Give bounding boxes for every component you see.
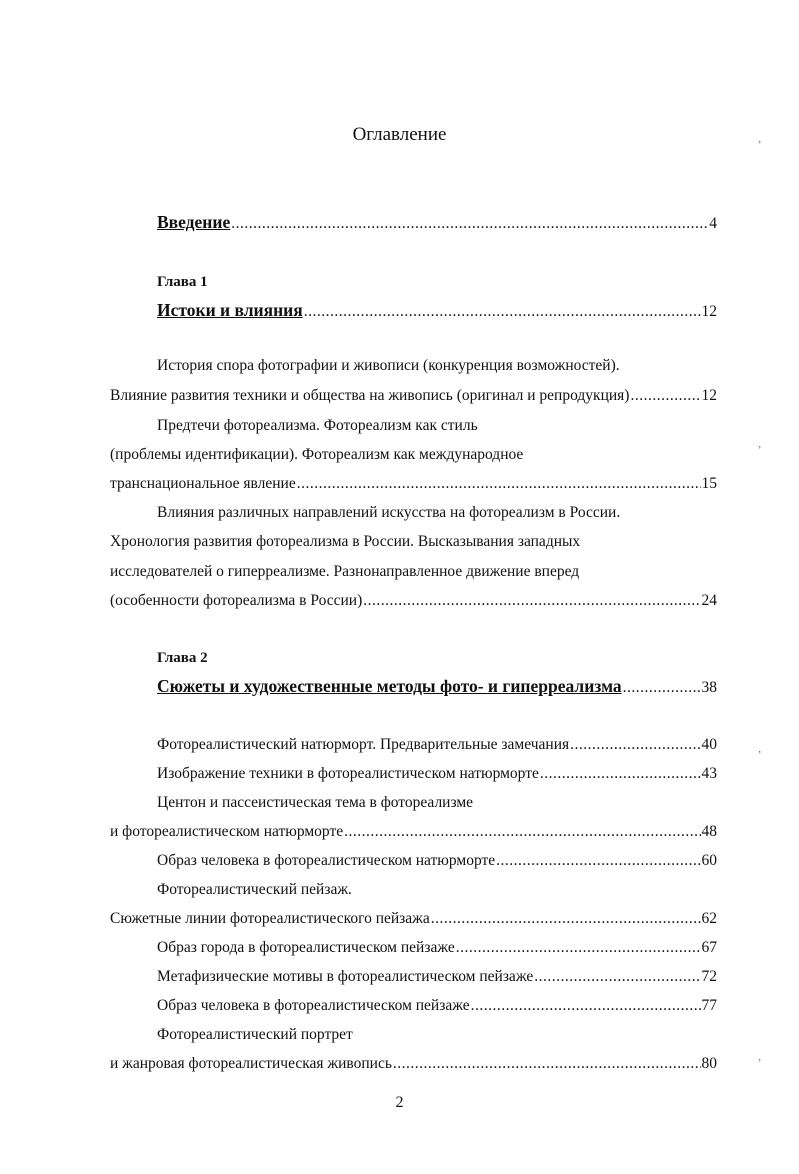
toc-entry-label: Образ человека в фотореалистическом пейзаже: [157, 997, 470, 1014]
toc-title: Оглавление: [352, 124, 447, 145]
chapter-2-heading: Глава 2: [157, 650, 208, 666]
toc-entry: [110, 591, 717, 611]
scan-speck: ’: [758, 1058, 762, 1069]
toc-entry: [157, 735, 717, 755]
toc-entry: [110, 822, 717, 842]
leader-dots: [570, 735, 700, 755]
leader-dots: [297, 474, 701, 494]
leader-dots: [471, 996, 701, 1016]
toc-entry-label: и фотореалистическом натюрморте: [110, 823, 344, 840]
toc-entry: [110, 1054, 717, 1074]
toc-entry-label: и жанровая фотореалистическая живопись: [110, 1055, 392, 1072]
toc-page-number: 48: [701, 823, 717, 840]
toc-page-number: 12: [701, 303, 717, 320]
chapter-title: Сюжеты и художественные методы фото- и гиперреализма: [157, 676, 622, 696]
toc-line: Влияния различных направлений искусства на фотореализм в России.: [157, 504, 621, 521]
toc-page-number: 72: [701, 968, 717, 985]
toc-line: исследователей о гиперреализме. Разнонаправленное движение вперед: [110, 563, 580, 580]
toc-entry-label: (особенности фотореализма в России): [110, 592, 363, 609]
chapter-1-title-entry: [157, 300, 717, 322]
toc-page-number: 15: [701, 475, 717, 492]
chapter-1-heading: Глава 1: [157, 274, 208, 290]
toc-entry-label: Сюжетные линии фотореалистического пейзажа: [110, 910, 430, 927]
toc-entry-label: Образ города в фотореалистическом пейзаже: [157, 939, 455, 956]
leader-dots: [431, 909, 701, 929]
toc-line: (проблемы идентификации). Фотореализм как международное: [110, 446, 524, 463]
toc-page-number: 38: [701, 679, 717, 696]
chapter-2-title-entry: [157, 676, 717, 698]
leader-dots: [363, 591, 700, 611]
toc-entry-label: Влияние развития техники и общества на живопись (оригинал и репродукция): [110, 387, 630, 404]
toc-entry: [157, 764, 717, 784]
chapter-title: Истоки и влияния: [157, 300, 303, 320]
toc-page-number: 80: [701, 1055, 717, 1072]
scan-speck: ’: [758, 140, 762, 151]
toc-entry-label: Образ человека в фотореалистическом натюрморте: [157, 852, 496, 869]
toc-page-number: 60: [701, 852, 717, 869]
toc-line: История спора фотографии и живописи (конкуренция возможностей).: [157, 357, 620, 374]
toc-page-number: 24: [701, 592, 717, 609]
scan-speck: ’: [758, 445, 762, 456]
toc-page-number: 43: [701, 765, 717, 782]
page-number: 2: [395, 1094, 404, 1111]
toc-entry-label: Метафизические мотивы в фотореалистическом пейзаже: [157, 968, 534, 985]
toc-entry-label: Введение: [157, 212, 231, 232]
toc-page-number: 12: [701, 387, 717, 404]
toc-entry: [157, 996, 717, 1016]
scan-speck: ’: [758, 750, 762, 761]
toc-entry: [157, 938, 717, 958]
toc-entry-label: Изображение техники в фотореалистическом натюрморте: [157, 765, 539, 782]
toc-page-number: 77: [701, 997, 717, 1014]
leader-dots: [456, 938, 701, 958]
leader-dots: [623, 678, 701, 698]
toc-entry: [110, 386, 717, 406]
toc-page-number: 67: [701, 939, 717, 956]
leader-dots: [304, 302, 701, 322]
toc-page-number: 40: [701, 736, 717, 753]
leader-dots: [630, 386, 700, 406]
toc-line: Хронология развития фотореализма в России. Высказывания западных: [110, 533, 581, 550]
leader-dots: [344, 822, 700, 842]
toc-entry: [110, 909, 717, 929]
toc-line: Центон и пассеистическая тема в фотореализме: [157, 794, 474, 811]
leader-dots: [540, 764, 701, 784]
toc-page-number: 4: [709, 215, 717, 232]
toc-entry-label: транснациональное явление: [110, 475, 296, 492]
toc-line: Фотореалистический пейзаж.: [157, 881, 352, 898]
toc-page-number: 62: [701, 910, 717, 927]
leader-dots: [231, 214, 708, 234]
toc-entry: [157, 851, 717, 871]
toc-line: Предтечи фотореализма. Фотореализм как стиль: [157, 417, 478, 434]
toc-entry: [157, 967, 717, 987]
leader-dots: [496, 851, 700, 871]
toc-entry-intro: [157, 212, 717, 234]
leader-dots: [393, 1054, 701, 1074]
toc-entry-label: Фотореалистический натюрморт. Предварительные замечания: [157, 736, 570, 753]
toc-line: Фотореалистический портрет: [157, 1026, 353, 1043]
toc-entry: [110, 474, 717, 494]
leader-dots: [534, 967, 700, 987]
